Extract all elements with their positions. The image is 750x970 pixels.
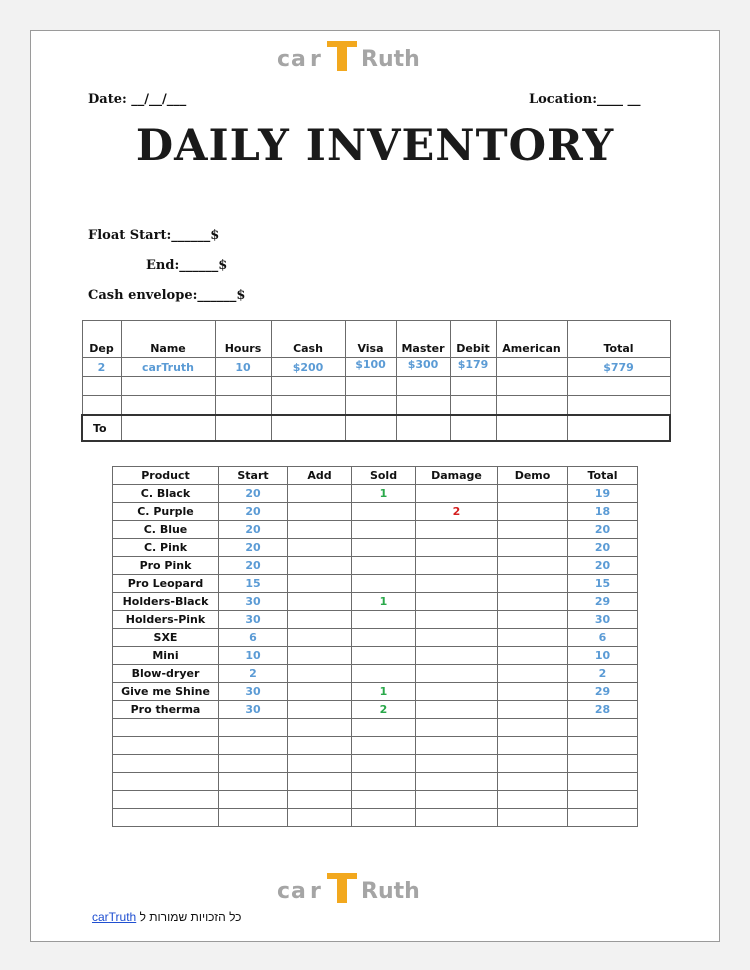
cell-add — [288, 503, 352, 521]
payments-total-row — [82, 415, 670, 441]
cell-total: 19 — [568, 485, 638, 503]
cell-add — [288, 521, 352, 539]
cell-start: 20 — [219, 539, 288, 557]
cartruth-link[interactable]: carTruth — [92, 910, 137, 924]
cell-total: 20 — [568, 521, 638, 539]
cell-start: 6 — [219, 629, 288, 647]
cell-sold — [352, 773, 416, 791]
cell-dep: 2 — [82, 358, 121, 377]
payments-header-row — [82, 321, 670, 358]
cell-start — [219, 809, 288, 827]
cell-total: 29 — [568, 593, 638, 611]
cell-damage — [416, 791, 498, 809]
cell-sold — [352, 611, 416, 629]
cell-cash — [271, 415, 345, 441]
cell-damage — [416, 485, 498, 503]
cash-envelope-field: Cash envelope:______$ — [88, 288, 246, 303]
cell-add — [288, 593, 352, 611]
header-cash: Cash — [271, 321, 345, 358]
header-damage: Damage — [416, 467, 498, 485]
svg-text:ca: ca — [277, 879, 307, 904]
cell-visa — [345, 415, 396, 441]
cell-add — [288, 791, 352, 809]
cell-total: 18 — [568, 503, 638, 521]
product-row — [113, 737, 638, 755]
products-table — [112, 466, 638, 827]
cell-product: Holders-Black — [113, 593, 219, 611]
product-row — [113, 809, 638, 827]
cell-product — [113, 773, 219, 791]
product-row — [113, 665, 638, 683]
header-name: Name — [121, 321, 215, 358]
cell-visa — [345, 396, 396, 416]
cell-damage — [416, 629, 498, 647]
header-american: American — [496, 321, 567, 358]
product-row — [113, 755, 638, 773]
cell-start: 30 — [219, 593, 288, 611]
header-total: Total — [567, 321, 670, 358]
cell-total — [568, 773, 638, 791]
cell-start — [219, 773, 288, 791]
cell-sold — [352, 809, 416, 827]
cell-add — [288, 485, 352, 503]
cell-product — [113, 809, 219, 827]
cell-sold — [352, 503, 416, 521]
cell-damage: 2 — [416, 503, 498, 521]
cell-demo — [498, 521, 568, 539]
cell-product: C. Purple — [113, 503, 219, 521]
cell-american — [496, 358, 567, 377]
cell-start: 15 — [219, 575, 288, 593]
cell-total — [568, 809, 638, 827]
cell-damage — [416, 809, 498, 827]
cell-damage — [416, 593, 498, 611]
cell-master — [396, 415, 450, 441]
product-row — [113, 611, 638, 629]
cell-add — [288, 629, 352, 647]
header-dep: Dep — [82, 321, 121, 358]
cell-add — [288, 809, 352, 827]
cell-american — [496, 415, 567, 441]
product-row — [113, 719, 638, 737]
cell-demo — [498, 557, 568, 575]
cell-sold — [352, 665, 416, 683]
cell-hours — [215, 377, 271, 396]
cell-master: $300 — [396, 358, 450, 377]
cell-total — [568, 791, 638, 809]
footer — [92, 910, 241, 924]
cell-damage — [416, 665, 498, 683]
cell-master — [396, 377, 450, 396]
cell-demo — [498, 539, 568, 557]
cell-damage — [416, 701, 498, 719]
cell-add — [288, 665, 352, 683]
cell-damage — [416, 539, 498, 557]
header-sold: Sold — [352, 467, 416, 485]
cell-demo — [498, 647, 568, 665]
cell-start: 10 — [219, 647, 288, 665]
cell-sold — [352, 647, 416, 665]
cell-product: Pro therma — [113, 701, 219, 719]
header-hours: Hours — [215, 321, 271, 358]
svg-text:ca: ca — [277, 47, 307, 72]
cell-demo — [498, 755, 568, 773]
location-field: Location:____ __ — [529, 92, 641, 107]
cell-start — [219, 737, 288, 755]
cell-product: C. Blue — [113, 521, 219, 539]
cell-demo — [498, 485, 568, 503]
float-end-field: End:______$ — [146, 258, 228, 273]
cell-master — [396, 396, 450, 416]
header-add: Add — [288, 467, 352, 485]
cell-product: C. Pink — [113, 539, 219, 557]
cell-product: C. Black — [113, 485, 219, 503]
cell-demo — [498, 773, 568, 791]
cell-product: Holders-Pink — [113, 611, 219, 629]
cell-demo — [498, 593, 568, 611]
cell-add — [288, 773, 352, 791]
product-row — [113, 539, 638, 557]
cell-start: 2 — [219, 665, 288, 683]
cell-demo — [498, 575, 568, 593]
cell-start: 20 — [219, 503, 288, 521]
cell-cash: $200 — [271, 358, 345, 377]
cell-total: 20 — [568, 539, 638, 557]
product-row — [113, 647, 638, 665]
cell-cash — [271, 377, 345, 396]
cell-product: Give me Shine — [113, 683, 219, 701]
header-debit: Debit — [450, 321, 496, 358]
cell-damage — [416, 719, 498, 737]
logo-graphic — [277, 36, 467, 80]
cell-total: 15 — [568, 575, 638, 593]
cell-damage — [416, 575, 498, 593]
cell-total — [567, 396, 670, 416]
cell-visa: $100 — [345, 358, 396, 377]
cell-debit — [450, 396, 496, 416]
cell-product: Pro Pink — [113, 557, 219, 575]
rights-text: כל הזכויות שמורות ל — [139, 910, 242, 924]
cell-damage — [416, 755, 498, 773]
product-row — [113, 557, 638, 575]
cell-sold — [352, 539, 416, 557]
cell-add — [288, 611, 352, 629]
cell-demo — [498, 719, 568, 737]
cell-sold — [352, 521, 416, 539]
svg-text:r: r — [310, 47, 321, 72]
cell-sold: 1 — [352, 485, 416, 503]
cell-total — [568, 719, 638, 737]
payments-row — [82, 358, 670, 377]
cell-debit — [450, 415, 496, 441]
cell-demo — [498, 503, 568, 521]
cell-damage — [416, 521, 498, 539]
cell-name: carTruth — [121, 358, 215, 377]
cell-debit — [450, 377, 496, 396]
cell-add — [288, 737, 352, 755]
cell-start: 20 — [219, 557, 288, 575]
cell-total: 28 — [568, 701, 638, 719]
cell-demo — [498, 737, 568, 755]
cell-total — [567, 377, 670, 396]
cell-hours: 10 — [215, 358, 271, 377]
cell-sold: 1 — [352, 593, 416, 611]
cell-hours — [215, 415, 271, 441]
cell-debit: $179 — [450, 358, 496, 377]
svg-text:r: r — [310, 879, 321, 904]
cell-demo — [498, 629, 568, 647]
cell-product — [113, 755, 219, 773]
cell-visa — [345, 377, 396, 396]
cell-start: 30 — [219, 611, 288, 629]
cell-sold — [352, 629, 416, 647]
cell-total — [568, 755, 638, 773]
cell-demo — [498, 683, 568, 701]
cell-add — [288, 701, 352, 719]
cell-add — [288, 647, 352, 665]
product-row — [113, 629, 638, 647]
cell-start: 30 — [219, 701, 288, 719]
cell-total: 30 — [568, 611, 638, 629]
cell-sold — [352, 557, 416, 575]
header-master: Master — [396, 321, 450, 358]
cell-add — [288, 575, 352, 593]
cell-total — [568, 737, 638, 755]
cell-demo — [498, 701, 568, 719]
cartruth-logo-top — [277, 36, 467, 80]
cell-sold — [352, 719, 416, 737]
payments-table — [81, 320, 671, 442]
product-row — [113, 485, 638, 503]
cell-add — [288, 683, 352, 701]
cell-product — [113, 791, 219, 809]
cell-total: 6 — [568, 629, 638, 647]
cell-damage — [416, 647, 498, 665]
cell-dep — [82, 396, 121, 416]
cell-add — [288, 755, 352, 773]
cell-demo — [498, 611, 568, 629]
cell-total: 2 — [568, 665, 638, 683]
cell-start — [219, 755, 288, 773]
cell-name — [121, 396, 215, 416]
header-start: Start — [219, 467, 288, 485]
cell-hours — [215, 396, 271, 416]
header-visa: Visa — [345, 321, 396, 358]
cell-product: Mini — [113, 647, 219, 665]
cell-product: Pro Leopard — [113, 575, 219, 593]
cell-american — [496, 377, 567, 396]
cell-name — [121, 377, 215, 396]
cell-damage — [416, 611, 498, 629]
product-row — [113, 575, 638, 593]
products-header-row — [113, 467, 638, 485]
cell-add — [288, 557, 352, 575]
cell-american — [496, 396, 567, 416]
cell-damage — [416, 683, 498, 701]
logo-graphic — [277, 868, 467, 912]
cell-start — [219, 719, 288, 737]
cell-demo — [498, 665, 568, 683]
float-start-field: Float Start:______$ — [88, 228, 220, 243]
cell-add — [288, 719, 352, 737]
cell-total: 20 — [568, 557, 638, 575]
cell-sold — [352, 791, 416, 809]
payments-row — [82, 396, 670, 416]
cartruth-logo-bottom — [277, 868, 467, 912]
cell-sold: 1 — [352, 683, 416, 701]
cell-damage — [416, 737, 498, 755]
cell-product — [113, 737, 219, 755]
product-row — [113, 701, 638, 719]
cell-total: 10 — [568, 647, 638, 665]
page-title: DAILY INVENTORY — [135, 121, 615, 171]
cell-name — [121, 415, 215, 441]
cell-sold — [352, 755, 416, 773]
cell-sold — [352, 575, 416, 593]
cell-demo — [498, 809, 568, 827]
cell-product — [113, 719, 219, 737]
cell-start: 20 — [219, 521, 288, 539]
svg-text:Ruth: Ruth — [361, 879, 420, 904]
cell-start — [219, 791, 288, 809]
date-field: Date: __/__/___ — [88, 92, 187, 107]
payments-row — [82, 377, 670, 396]
product-row — [113, 593, 638, 611]
cell-total: $779 — [567, 358, 670, 377]
cell-sold — [352, 737, 416, 755]
cell-demo — [498, 791, 568, 809]
cell-add — [288, 539, 352, 557]
cell-total: 29 — [568, 683, 638, 701]
product-row — [113, 503, 638, 521]
cell-product: Blow-dryer — [113, 665, 219, 683]
product-row — [113, 521, 638, 539]
product-row — [113, 773, 638, 791]
cell-damage — [416, 773, 498, 791]
product-row — [113, 791, 638, 809]
cell-start: 30 — [219, 683, 288, 701]
header-product: Product — [113, 467, 219, 485]
header-total: Total — [568, 467, 638, 485]
cell-start: 20 — [219, 485, 288, 503]
cell-dep — [82, 377, 121, 396]
product-row — [113, 683, 638, 701]
cell-damage — [416, 557, 498, 575]
total-label: To — [82, 415, 121, 441]
cell-product: SXE — [113, 629, 219, 647]
svg-text:Ruth: Ruth — [361, 47, 420, 72]
header-demo: Demo — [498, 467, 568, 485]
cell-total — [567, 415, 670, 441]
cell-cash — [271, 396, 345, 416]
cell-sold: 2 — [352, 701, 416, 719]
